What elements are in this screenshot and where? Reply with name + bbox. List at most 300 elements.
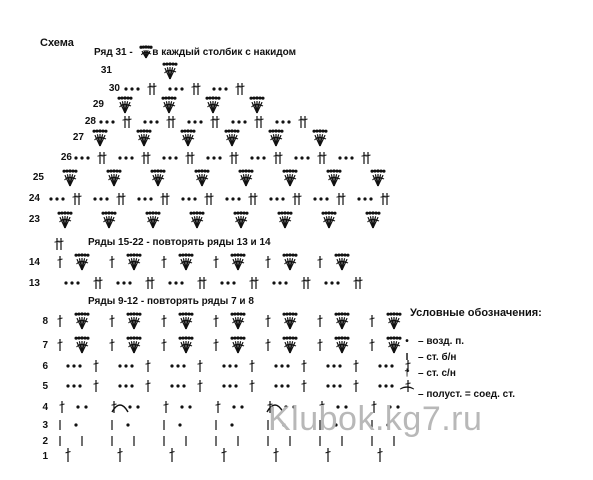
chain-stitch-mark xyxy=(338,364,341,367)
chain-stitch-mark xyxy=(132,312,135,315)
double-crochet-mark xyxy=(302,380,307,392)
double-crochet-mark xyxy=(278,152,283,164)
chain-stitch-mark xyxy=(80,156,83,159)
chain-stitch-mark xyxy=(149,120,152,123)
chain-stitch-mark xyxy=(240,405,243,408)
chain-stitch-mark xyxy=(105,120,108,123)
row-number-5: 5 xyxy=(42,381,48,392)
chain-stitch-mark xyxy=(236,312,239,315)
chain-stitch-mark xyxy=(233,212,236,215)
chain-stitch-mark xyxy=(324,211,327,214)
double-crochet-mark xyxy=(142,152,147,164)
chain-stitch-mark xyxy=(230,254,233,257)
chain-stitch-mark xyxy=(289,212,292,215)
double-crochet-mark xyxy=(249,193,254,205)
chain-stitch-mark xyxy=(162,170,165,173)
chain-stitch-mark xyxy=(285,336,288,339)
chain-stitch-mark xyxy=(80,312,83,315)
chain-stitch-mark xyxy=(137,197,140,200)
double-crochet-mark xyxy=(121,193,126,205)
row-number-29: 29 xyxy=(92,99,104,110)
chain-stitch-mark xyxy=(174,281,177,284)
row-number-3: 3 xyxy=(42,420,48,431)
chain-stitch-mark xyxy=(319,197,322,200)
double-crochet-mark xyxy=(259,116,264,128)
chain-stitch-mark xyxy=(129,336,132,339)
chain-stitch-mark xyxy=(74,337,77,340)
double-crochet-mark xyxy=(209,193,214,205)
chain-stitch-mark xyxy=(142,129,145,132)
chain-stitch-mark xyxy=(148,211,151,214)
chain-stitch-mark xyxy=(239,211,242,214)
double-crochet-mark xyxy=(198,380,203,392)
double-crochet-mark xyxy=(55,238,60,250)
double-crochet-mark xyxy=(202,277,207,289)
double-crochet-mark xyxy=(73,193,78,205)
chain-stitch-mark xyxy=(252,96,255,99)
chain-stitch-mark xyxy=(64,281,67,284)
chain-stitch-mark xyxy=(77,336,80,339)
double-crochet-mark xyxy=(293,193,298,205)
chain-stitch-mark xyxy=(176,384,179,387)
chain-stitch-mark xyxy=(334,337,337,340)
chain-stitch-mark xyxy=(184,336,187,339)
chain-stitch-mark xyxy=(231,197,234,200)
chain-stitch-mark xyxy=(132,336,135,339)
chain-stitch-mark xyxy=(118,364,121,367)
chain-stitch-mark xyxy=(132,253,135,256)
chain-stitch-mark xyxy=(214,96,217,99)
chain-stitch-mark xyxy=(256,156,259,159)
chain-stitch-mark xyxy=(136,130,139,133)
chain-stitch-mark xyxy=(234,364,237,367)
chain-stitch-mark xyxy=(168,281,171,284)
chain-stitch-mark xyxy=(65,169,68,172)
chain-stitch-mark xyxy=(174,63,177,66)
chain-stitch-mark xyxy=(275,197,278,200)
chain-stitch-mark xyxy=(386,313,389,316)
double-crochet-mark xyxy=(192,83,197,95)
chain-stitch-mark xyxy=(80,336,83,339)
double-crochet-mark xyxy=(370,315,375,327)
chain-stitch-mark xyxy=(155,120,158,123)
chain-stitch-mark xyxy=(395,312,398,315)
chain-stitch-mark xyxy=(346,254,349,257)
chain-stitch-mark xyxy=(277,129,280,132)
double-crochet-mark xyxy=(322,152,327,164)
double-crochet-mark xyxy=(59,238,64,250)
chain-stitch-mark xyxy=(168,62,171,65)
chain-stitch-mark xyxy=(83,312,86,315)
chain-stitch-mark xyxy=(66,211,69,214)
chain-stitch-mark xyxy=(126,96,129,99)
chain-stitch-mark xyxy=(272,281,275,284)
watermark: Klubok.kg7.ru xyxy=(268,400,483,438)
chain-stitch-mark xyxy=(313,197,316,200)
chain-stitch-mark xyxy=(145,129,148,132)
chain-stitch-mark xyxy=(188,405,191,408)
double-crochet-mark xyxy=(266,315,271,327)
chain-stitch-mark xyxy=(170,96,173,99)
chain-stitch-mark xyxy=(286,384,289,387)
chain-stitch-mark xyxy=(187,312,190,315)
chain-stitch-mark xyxy=(338,156,341,159)
chain-stitch-mark xyxy=(237,120,240,123)
double-crochet-mark xyxy=(250,380,255,392)
double-crochet-mark xyxy=(341,193,346,205)
double-crochet-mark xyxy=(302,277,307,289)
chain-stitch-mark xyxy=(227,129,230,132)
chain-stitch-mark xyxy=(156,169,159,172)
chain-stitch-mark xyxy=(105,197,108,200)
chain-stitch-mark xyxy=(368,211,371,214)
chain-stitch-mark xyxy=(86,254,89,257)
chain-stitch-mark xyxy=(222,384,225,387)
legend-label: – полуст. = соед. ст. xyxy=(418,388,516,400)
chain-stitch-mark xyxy=(74,254,77,257)
double-crochet-mark xyxy=(337,193,342,205)
chain-stitch-mark xyxy=(60,211,63,214)
chain-stitch-mark xyxy=(126,423,129,426)
chain-stitch-mark xyxy=(167,96,170,99)
chain-stitch-mark xyxy=(174,87,177,90)
double-crochet-mark xyxy=(146,152,151,164)
chain-stitch-mark xyxy=(150,170,153,173)
chain-stitch-mark xyxy=(136,405,139,408)
chain-stitch-mark xyxy=(164,96,167,99)
chain-stitch-mark xyxy=(250,156,253,159)
chain-stitch-mark xyxy=(154,211,157,214)
chain-stitch-mark xyxy=(280,364,283,367)
chain-stitch-mark xyxy=(337,336,340,339)
chain-stitch-mark xyxy=(236,336,239,339)
chain-stitch-mark xyxy=(181,312,184,315)
chain-stitch-mark xyxy=(159,169,162,172)
chain-stitch-mark xyxy=(392,336,395,339)
chain-stitch-mark xyxy=(182,384,185,387)
chain-stitch-mark xyxy=(346,313,349,316)
chain-stitch-mark xyxy=(74,170,77,173)
row-number-14: 14 xyxy=(28,257,40,268)
double-crochet-mark xyxy=(162,315,167,327)
double-crochet-mark xyxy=(110,256,115,268)
double-crochet-mark xyxy=(326,448,331,462)
row-number-13: 13 xyxy=(28,278,40,289)
chain-stitch-mark xyxy=(242,211,245,214)
chain-stitch-mark xyxy=(294,337,297,340)
chain-stitch-mark xyxy=(321,129,324,132)
chain-stitch-mark xyxy=(291,169,294,172)
chain-stitch-mark xyxy=(236,211,239,214)
chain-stitch-mark xyxy=(245,212,248,215)
chain-stitch-mark xyxy=(230,129,233,132)
chain-stitch-mark xyxy=(287,120,290,123)
chain-stitch-mark xyxy=(395,336,398,339)
chain-stitch-mark xyxy=(306,156,309,159)
chain-stitch-mark xyxy=(66,364,69,367)
double-crochet-mark xyxy=(378,448,383,462)
chain-stitch-mark xyxy=(239,336,242,339)
double-crochet-mark xyxy=(253,193,258,205)
chain-stitch-mark xyxy=(283,211,286,214)
chain-stitch-mark xyxy=(162,63,165,66)
chain-stitch-mark xyxy=(86,337,89,340)
chain-stitch-mark xyxy=(340,312,343,315)
chain-stitch-mark xyxy=(180,405,183,408)
chain-stitch-mark xyxy=(389,336,392,339)
chain-stitch-mark xyxy=(346,337,349,340)
chain-stitch-mark xyxy=(336,281,339,284)
chain-stitch-mark xyxy=(145,212,148,215)
chain-stitch-mark xyxy=(282,170,285,173)
chain-stitch-mark xyxy=(398,313,401,316)
chain-stitch-mark xyxy=(77,253,80,256)
chain-stitch-mark xyxy=(120,96,123,99)
chain-stitch-mark xyxy=(187,253,190,256)
chain-stitch-mark xyxy=(269,197,272,200)
chain-stitch-mark xyxy=(212,156,215,159)
double-crochet-mark xyxy=(266,256,271,268)
chain-stitch-mark xyxy=(334,254,337,257)
chain-stitch-mark xyxy=(151,211,154,214)
chain-stitch-mark xyxy=(285,169,288,172)
chain-stitch-mark xyxy=(390,364,393,367)
chain-stitch-mark xyxy=(330,281,333,284)
slip-stitch-icon: ⌒ xyxy=(400,386,414,402)
chain-stitch-mark xyxy=(326,384,329,387)
chain-stitch-mark xyxy=(288,312,291,315)
chain-stitch-mark xyxy=(124,87,127,90)
chain-stitch-mark xyxy=(337,253,340,256)
chain-stitch-mark xyxy=(280,211,283,214)
double-crochet-mark xyxy=(98,277,103,289)
chain-stitch-mark xyxy=(390,384,393,387)
chain-stitch-mark xyxy=(92,130,95,133)
chain-stitch-mark xyxy=(171,62,174,65)
chain-stitch-mark xyxy=(285,312,288,315)
double-crochet-mark xyxy=(58,339,63,351)
chain-stitch-mark xyxy=(329,169,332,172)
chain-stitch-mark xyxy=(74,313,77,316)
chain-stitch-mark xyxy=(218,87,221,90)
chain-stitch-mark xyxy=(373,169,376,172)
chain-stitch-mark xyxy=(369,197,372,200)
chain-stitch-mark xyxy=(340,253,343,256)
chain-stitch-mark xyxy=(115,169,118,172)
double-crochet-mark xyxy=(236,83,241,95)
chain-stitch-mark xyxy=(344,156,347,159)
chain-stitch-mark xyxy=(139,129,142,132)
chain-stitch-mark xyxy=(206,156,209,159)
single-crochet-icon: I xyxy=(405,352,409,363)
chain-stitch-mark xyxy=(78,384,81,387)
legend-label: – ст. с/н xyxy=(418,368,456,379)
chain-stitch-mark xyxy=(268,130,271,133)
chain-stitch-mark xyxy=(190,254,193,257)
double-crochet-mark xyxy=(196,83,201,95)
chain-stitch-mark xyxy=(228,384,231,387)
double-crochet-mark xyxy=(94,360,99,372)
chain-stitch-mark xyxy=(338,170,341,173)
legend-title: Условные обозначения: xyxy=(410,307,542,319)
chain-stitch-mark xyxy=(181,197,184,200)
chain-stitch-mark xyxy=(101,129,104,132)
chain-stitch-mark xyxy=(255,96,258,99)
chain-stitch-mark xyxy=(116,281,119,284)
double-crochet-mark xyxy=(162,256,167,268)
double-crochet-mark xyxy=(165,193,170,205)
chain-stitch-mark xyxy=(130,87,133,90)
double-crochet-mark xyxy=(240,83,245,95)
row-number-4: 4 xyxy=(42,402,48,413)
chain-stitch-mark xyxy=(233,312,236,315)
row-number-7: 7 xyxy=(42,340,48,351)
chain-stitch-mark xyxy=(128,405,131,408)
double-crochet-mark xyxy=(123,116,128,128)
chain-stitch-mark xyxy=(285,253,288,256)
double-crochet-mark xyxy=(148,83,153,95)
chain-stitch-mark xyxy=(288,336,291,339)
chain-stitch-mark xyxy=(162,156,165,159)
chain-stitch-mark xyxy=(181,336,184,339)
double-crochet-mark xyxy=(102,152,107,164)
row-number-23: 23 xyxy=(28,214,40,225)
chain-stitch-icon: • xyxy=(405,336,409,347)
chain-stitch-mark xyxy=(129,253,132,256)
double-crochet-mark xyxy=(94,277,99,289)
double-crochet-mark xyxy=(366,152,371,164)
chain-stitch-mark xyxy=(86,156,89,159)
chain-stitch-mark xyxy=(232,281,235,284)
chain-stitch-mark xyxy=(324,281,327,284)
chain-stitch-mark xyxy=(186,129,189,132)
chain-stitch-mark xyxy=(278,281,281,284)
chain-stitch-mark xyxy=(57,212,60,215)
double-crochet-mark xyxy=(198,360,203,372)
double-crochet-mark xyxy=(318,339,323,351)
chain-stitch-mark xyxy=(98,129,101,132)
chain-stitch-mark xyxy=(280,130,283,133)
chain-stitch-mark xyxy=(211,96,214,99)
double-crochet-mark xyxy=(198,277,203,289)
legend-item-single xyxy=(400,352,456,363)
chain-stitch-mark xyxy=(180,281,183,284)
chain-stitch-mark xyxy=(128,281,131,284)
chain-stitch-mark xyxy=(281,120,284,123)
chain-stitch-mark xyxy=(72,364,75,367)
chain-stitch-mark xyxy=(184,312,187,315)
chain-stitch-mark xyxy=(226,281,229,284)
chain-stitch-mark xyxy=(333,212,336,215)
chain-stitch-mark xyxy=(84,405,87,408)
chain-stitch-mark xyxy=(239,253,242,256)
chain-stitch-mark xyxy=(183,129,186,132)
chain-stitch-mark xyxy=(378,384,381,387)
chain-stitch-mark xyxy=(157,212,160,215)
chain-stitch-mark xyxy=(343,253,346,256)
double-crochet-mark xyxy=(234,152,239,164)
chain-stitch-mark xyxy=(143,120,146,123)
chain-stitch-mark xyxy=(335,169,338,172)
chain-stitch-mark xyxy=(261,97,264,100)
double-crochet-mark xyxy=(211,116,216,128)
row-number-25: 25 xyxy=(32,172,44,183)
chain-stitch-mark xyxy=(242,313,245,316)
chain-stitch-mark xyxy=(118,156,121,159)
chain-stitch-mark xyxy=(111,120,114,123)
chain-stitch-mark xyxy=(69,212,72,215)
double-crochet-mark xyxy=(171,116,176,128)
chain-stitch-mark xyxy=(192,130,195,133)
chain-stitch-mark xyxy=(170,364,173,367)
chain-stitch-mark xyxy=(49,197,52,200)
chain-stitch-mark xyxy=(76,281,79,284)
chain-stitch-mark xyxy=(99,120,102,123)
double-crochet-mark xyxy=(146,360,151,372)
chain-stitch-mark xyxy=(284,281,287,284)
double-crochet-mark xyxy=(381,193,386,205)
chain-stitch-mark xyxy=(104,211,107,214)
chain-stitch-mark xyxy=(337,312,340,315)
double-crochet-mark xyxy=(274,152,279,164)
chain-stitch-mark xyxy=(174,156,177,159)
chain-stitch-mark xyxy=(118,170,121,173)
chain-stitch-mark xyxy=(124,384,127,387)
chain-stitch-mark xyxy=(135,336,138,339)
double-crochet-mark xyxy=(146,380,151,392)
chain-stitch-mark xyxy=(189,129,192,132)
chain-stitch-mark xyxy=(138,337,141,340)
chain-stitch-mark xyxy=(363,197,366,200)
chain-stitch-mark xyxy=(187,120,190,123)
row-number-1: 1 xyxy=(42,451,48,462)
chain-stitch-mark xyxy=(178,423,181,426)
chain-stitch-mark xyxy=(187,197,190,200)
chain-stitch-mark xyxy=(277,212,280,215)
double-crochet-mark xyxy=(254,277,259,289)
chain-stitch-mark xyxy=(371,211,374,214)
legend-item-double xyxy=(400,368,456,379)
chain-stitch-mark xyxy=(168,156,171,159)
chain-stitch-mark xyxy=(161,97,164,100)
chain-stitch-mark xyxy=(238,170,241,173)
chain-stitch-mark xyxy=(282,254,285,257)
chain-stitch-mark xyxy=(233,129,236,132)
chain-stitch-mark xyxy=(63,211,66,214)
double-crochet-icon: † xyxy=(404,368,410,379)
chain-stitch-mark xyxy=(143,197,146,200)
chain-stitch-mark xyxy=(180,87,183,90)
chain-stitch-mark xyxy=(343,336,346,339)
chain-stitch-mark xyxy=(250,170,253,173)
chain-stitch-mark xyxy=(232,405,235,408)
double-crochet-mark xyxy=(230,152,235,164)
chain-stitch-mark xyxy=(112,169,115,172)
double-crochet-mark xyxy=(318,256,323,268)
chain-stitch-mark xyxy=(386,337,389,340)
chain-stitch-mark xyxy=(71,169,74,172)
double-crochet-mark xyxy=(303,116,308,128)
double-crochet-mark xyxy=(58,315,63,327)
chain-stitch-mark xyxy=(149,46,152,49)
chain-stitch-mark xyxy=(315,129,318,132)
double-crochet-mark xyxy=(297,193,302,205)
chain-stitch-mark xyxy=(66,384,69,387)
chain-stitch-mark xyxy=(239,312,242,315)
chain-stitch-mark xyxy=(350,156,353,159)
chain-stitch-mark xyxy=(178,313,181,316)
double-crochet-mark xyxy=(358,277,363,289)
